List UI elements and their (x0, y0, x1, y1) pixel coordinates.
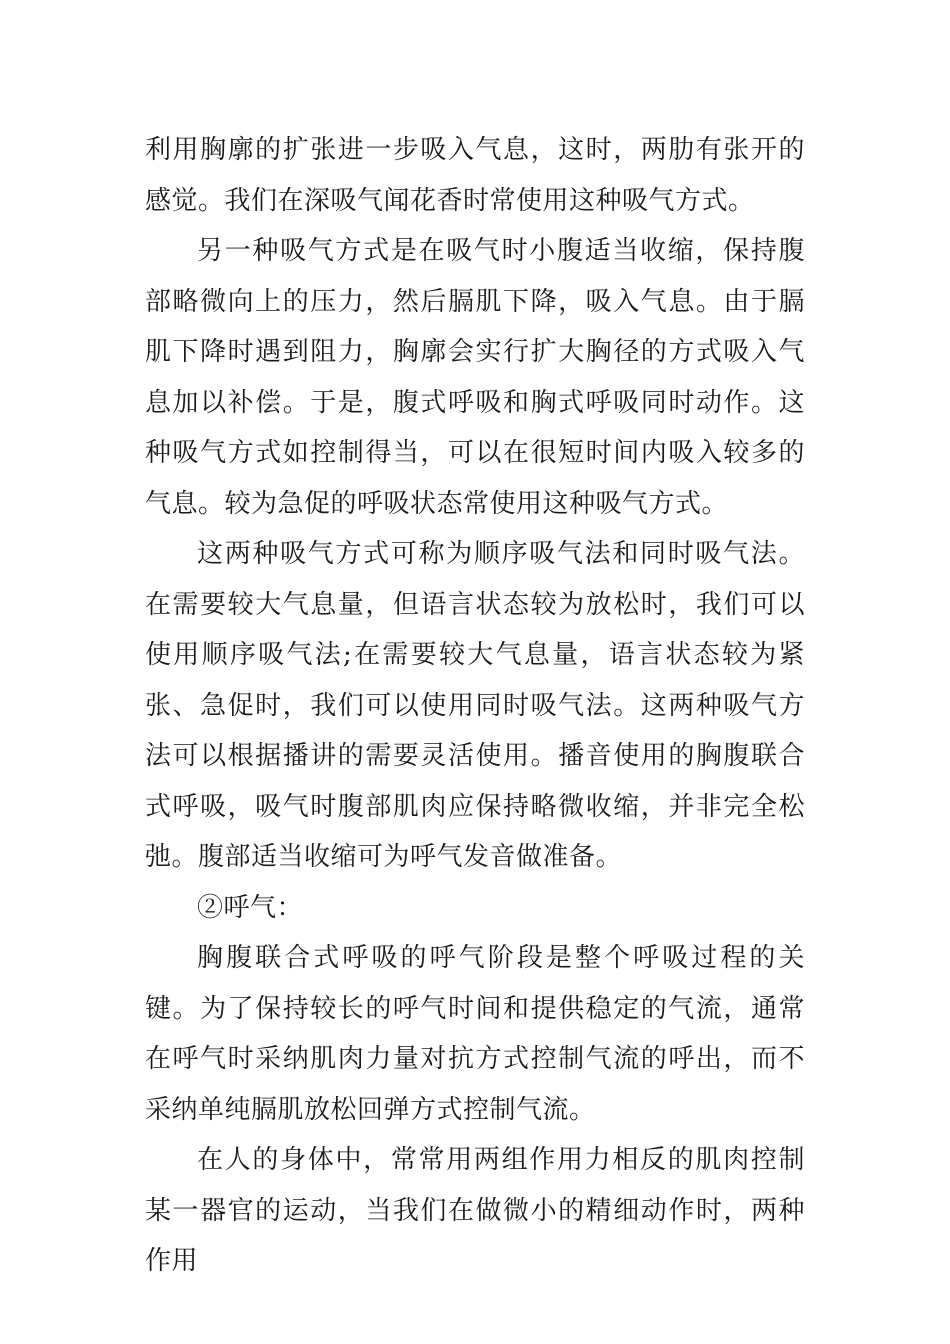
paragraph-4: 胸腹联合式呼吸的呼气阶段是整个呼吸过程的关键。为了保持较长的呼气时间和提供稳定的气流，通常在呼气时采纳肌肉力量对抗方式控制气流的呼出，而不采纳单纯膈肌放松回弹方式控制气流。 (145, 943, 805, 1125)
paragraph-5: 在人的身体中，常常用两组作用力相反的肌肉控制某一器官的运动，当我们在做微小的精细动作时，两种作用 (145, 1145, 805, 1276)
paragraph-3: 这两种吸气方式可称为顺序吸气法和同时吸气法。在需要较大气息量，但语言状态较为放松时，我们可以使用顺序吸气法;在需要较大气息量，语言状态较为紧张、急促时，我们可以使用同时吸气法。这两种吸气方法可以根据播讲的需要灵活使用。播音使用的胸腹联合式呼吸，吸气时腹部肌肉应保持略微收缩，并非完全松弛。腹部适当收缩可为呼气发音做准备。 (145, 539, 805, 872)
paragraph-1: 利用胸廓的扩张进一步吸入气息，这时，两肋有张开的感觉。我们在深吸气闻花香时常使用这种吸气方式。 (145, 135, 805, 216)
document-body (145, 125, 805, 1287)
section-heading-exhale: ②呼气： (197, 892, 304, 923)
paragraph-2: 另一种吸气方式是在吸气时小腹适当收缩，保持腹部略微向上的压力，然后膈肌下降，吸入气息。由于膈肌下降时遇到阻力，胸廓会实行扩大胸径的方式吸入气息加以补偿。于是，腹式呼吸和胸式呼吸同时动作。这种吸气方式如控制得当，可以在很短时间内吸入较多的气息。较为急促的呼吸状态常使用这种吸气方式。 (145, 236, 805, 519)
